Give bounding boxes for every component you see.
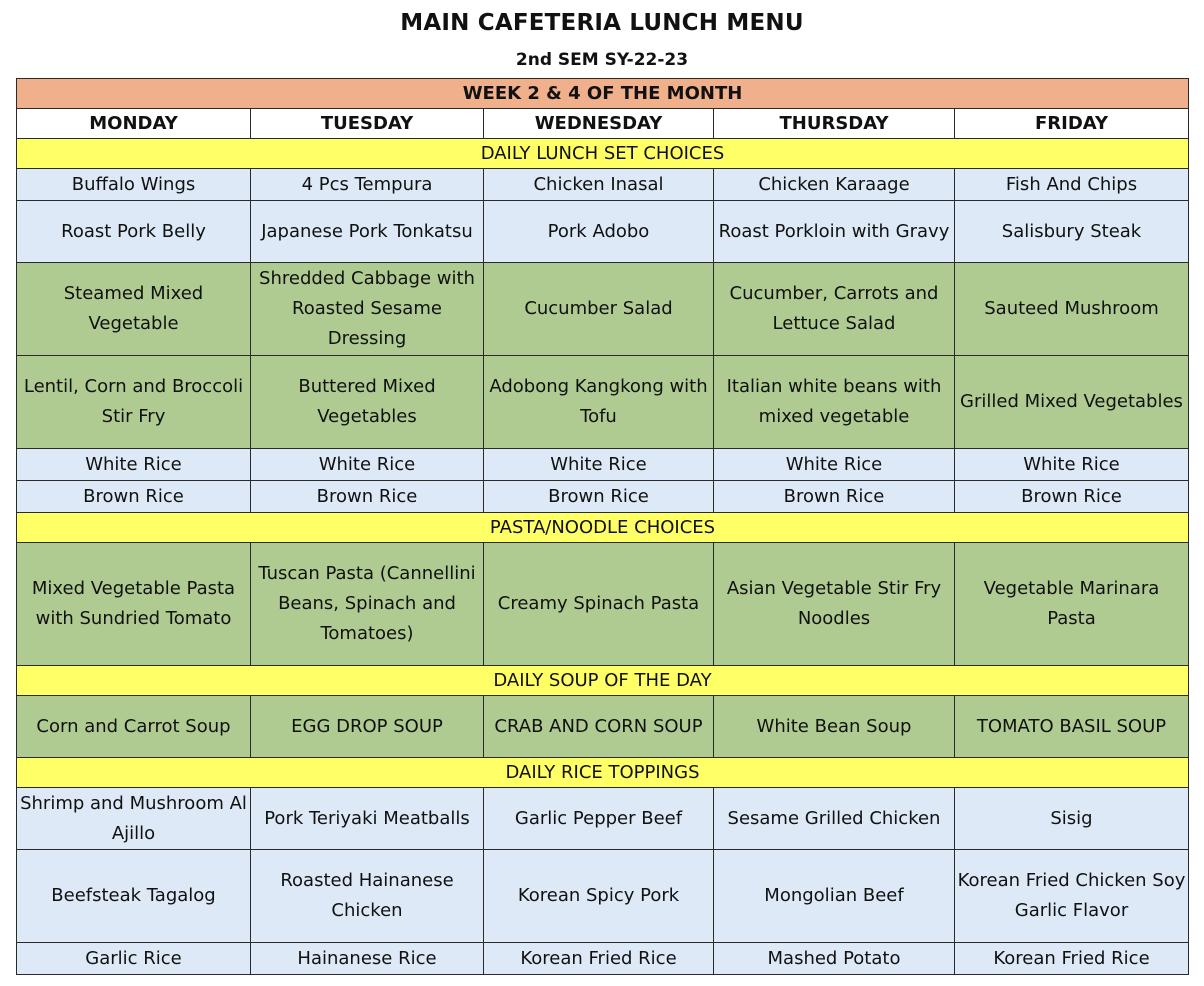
menu-item-tuesday: Buttered Mixed Vegetables [251, 356, 484, 449]
section-label: PASTA/NOODLE CHOICES [17, 513, 1189, 543]
menu-item-wednesday: Creamy Spinach Pasta [484, 543, 714, 666]
menu-item-wednesday: Adobong Kangkong with Tofu [484, 356, 714, 449]
menu-item-friday: Fish And Chips [955, 169, 1189, 201]
menu-item-wednesday: Cucumber Salad [484, 263, 714, 356]
week-header-row [17, 79, 1189, 109]
menu-item-wednesday: CRAB AND CORN SOUP [484, 696, 714, 758]
menu-item-thursday: Brown Rice [714, 481, 955, 513]
menu-item-monday: Steamed Mixed Vegetable [17, 263, 251, 356]
menu-item-wednesday: Garlic Pepper Beef [484, 788, 714, 850]
menu-item-monday: Garlic Rice [17, 943, 251, 975]
day-header-friday: FRIDAY [955, 109, 1189, 139]
menu-row [17, 201, 1189, 263]
menu-item-wednesday: Korean Spicy Pork [484, 850, 714, 943]
menu-item-wednesday: White Rice [484, 449, 714, 481]
menu-item-monday: Corn and Carrot Soup [17, 696, 251, 758]
menu-item-tuesday: 4 Pcs Tempura [251, 169, 484, 201]
section-header-row [17, 758, 1189, 788]
menu-item-monday: Lentil, Corn and Broccoli Stir Fry [17, 356, 251, 449]
menu-item-friday: Korean Fried Chicken Soy Garlic Flavor [955, 850, 1189, 943]
menu-item-friday: Salisbury Steak [955, 201, 1189, 263]
menu-item-tuesday: Shredded Cabbage with Roasted Sesame Dressing [251, 263, 484, 356]
menu-row [17, 543, 1189, 666]
menu-item-monday: Brown Rice [17, 481, 251, 513]
menu-table [16, 78, 1189, 975]
day-header-wednesday: WEDNESDAY [484, 109, 714, 139]
menu-item-wednesday: Brown Rice [484, 481, 714, 513]
page-title: MAIN CAFETERIA LUNCH MENU [400, 10, 804, 36]
menu-item-thursday: Mongolian Beef [714, 850, 955, 943]
menu-row [17, 449, 1189, 481]
menu-item-thursday: Asian Vegetable Stir Fry Noodles [714, 543, 955, 666]
menu-row [17, 696, 1189, 758]
menu-item-wednesday: Korean Fried Rice [484, 943, 714, 975]
menu-item-thursday: Cucumber, Carrots and Lettuce Salad [714, 263, 955, 356]
menu-item-tuesday: Roasted Hainanese Chicken [251, 850, 484, 943]
menu-item-friday: Vegetable Marinara Pasta [955, 543, 1189, 666]
day-header-tuesday: TUESDAY [251, 109, 484, 139]
menu-item-wednesday: Pork Adobo [484, 201, 714, 263]
section-header-row [17, 666, 1189, 696]
week-label: WEEK 2 & 4 OF THE MONTH [17, 79, 1189, 109]
menu-item-tuesday: Pork Teriyaki Meatballs [251, 788, 484, 850]
day-header-thursday: THURSDAY [714, 109, 955, 139]
menu-item-thursday: Mashed Potato [714, 943, 955, 975]
menu-item-tuesday: Hainanese Rice [251, 943, 484, 975]
menu-item-friday: Grilled Mixed Vegetables [955, 356, 1189, 449]
menu-item-friday: TOMATO BASIL SOUP [955, 696, 1189, 758]
menu-item-friday: Sisig [955, 788, 1189, 850]
menu-row [17, 481, 1189, 513]
menu-item-tuesday: Tuscan Pasta (Cannellini Beans, Spinach and Tomatoes) [251, 543, 484, 666]
section-label: DAILY SOUP OF THE DAY [17, 666, 1189, 696]
menu-item-friday: White Rice [955, 449, 1189, 481]
section-header-row [17, 139, 1189, 169]
menu-item-tuesday: Japanese Pork Tonkatsu [251, 201, 484, 263]
menu-row [17, 788, 1189, 850]
menu-item-tuesday: White Rice [251, 449, 484, 481]
menu-row [17, 943, 1189, 975]
menu-item-tuesday: Brown Rice [251, 481, 484, 513]
menu-item-monday: Mixed Vegetable Pasta with Sundried Tomato [17, 543, 251, 666]
menu-item-thursday: Roast Porkloin with Gravy [714, 201, 955, 263]
day-header-row [17, 109, 1189, 139]
menu-item-friday: Brown Rice [955, 481, 1189, 513]
menu-item-thursday: White Rice [714, 449, 955, 481]
menu-item-thursday: Italian white beans with mixed vegetable [714, 356, 955, 449]
menu-row [17, 169, 1189, 201]
menu-item-monday: Buffalo Wings [17, 169, 251, 201]
section-label: DAILY LUNCH SET CHOICES [17, 139, 1189, 169]
section-header-row [17, 513, 1189, 543]
day-header-monday: MONDAY [17, 109, 251, 139]
menu-item-monday: White Rice [17, 449, 251, 481]
menu-row [17, 263, 1189, 356]
section-label: DAILY RICE TOPPINGS [17, 758, 1189, 788]
menu-item-thursday: White Bean Soup [714, 696, 955, 758]
menu-item-tuesday: EGG DROP SOUP [251, 696, 484, 758]
menu-item-monday: Beefsteak Tagalog [17, 850, 251, 943]
menu-item-thursday: Sesame Grilled Chicken [714, 788, 955, 850]
page-subtitle: 2nd SEM SY-22-23 [515, 50, 689, 70]
menu-item-friday: Sauteed Mushroom [955, 263, 1189, 356]
menu-row [17, 850, 1189, 943]
menu-item-monday: Roast Pork Belly [17, 201, 251, 263]
menu-item-friday: Korean Fried Rice [955, 943, 1189, 975]
menu-row [17, 356, 1189, 449]
menu-item-thursday: Chicken Karaage [714, 169, 955, 201]
menu-item-wednesday: Chicken Inasal [484, 169, 714, 201]
menu-item-monday: Shrimp and Mushroom Al Ajillo [17, 788, 251, 850]
